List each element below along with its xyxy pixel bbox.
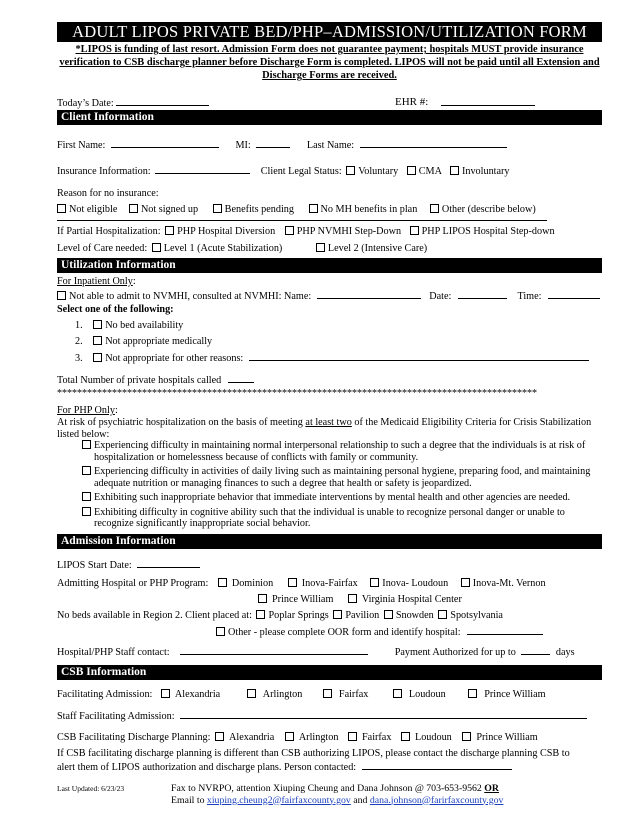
reason-2-number: 2. [75,336,83,347]
dis-alexandria-checkbox[interactable] [215,732,224,741]
php-heading: For PHP Only: [57,405,118,416]
inova-mt-vernon-label: Inova-Mt. Vernon [472,577,546,589]
criterion-1-checkbox[interactable] [82,440,91,449]
reason-other-label: Other (describe below) [441,204,536,215]
csb-section-heading: CSB Information [57,665,602,680]
start-date-field[interactable] [137,558,200,568]
footer [57,783,602,809]
legal-involuntary-checkbox[interactable] [450,166,459,175]
todays-date-field[interactable] [116,96,209,106]
select-one-label: Select one of the following: [57,304,174,315]
dis-prince-william-label: Prince William [476,731,538,743]
partial-label: If Partial Hospitalization: [57,226,161,237]
facilitating-row [57,688,602,701]
snowden-label: Snowden [395,609,434,621]
reason-1-number: 1. [75,320,83,331]
php-nvmhi-label: PHP NVMHI Step-Down [296,226,402,237]
reason-2-row [57,335,602,348]
admitting-label: Admitting Hospital or PHP Program: [57,577,209,589]
fac-prince-william-label: Prince William [484,688,546,700]
risk-pre: At risk of psychiatric hospitalization on the basis of meeting [57,417,306,428]
level-1-label: Level 1 (Acute Stabilization) [163,243,283,254]
reasons-row [57,203,602,216]
level-row [57,242,602,255]
reason-3-row [57,351,602,365]
inpatient-label: For Inpatient Only [57,276,133,287]
discharge-label: CSB Facilitating Discharge Planning: [57,731,211,743]
dis-loudoun-checkbox[interactable] [401,732,410,741]
payment-label: Payment Authorized for up to [394,646,516,658]
reason-3-label: Not appropriate for other reasons: [105,353,244,364]
staff-facilitating-label: Staff Facilitating Admission: [57,710,175,722]
reason-2-checkbox[interactable] [93,336,102,345]
fac-alexandria-label: Alexandria [174,688,221,700]
person-contacted-field[interactable] [362,760,512,770]
criterion-3 [57,492,602,504]
first-name-label: First Name: [57,140,106,151]
csb-note [57,747,589,774]
reason-no-mh-checkbox[interactable] [309,204,318,213]
ehr-label: EHR #: [395,96,429,108]
last-name-field[interactable] [360,138,507,148]
total-hospitals-row [57,373,602,387]
insurance-row [57,164,602,178]
php-lipos-label: PHP LIPOS Hospital Step-down [421,226,555,237]
inova-loudoun-label: Inova- Loudoun [382,577,449,589]
risk-statement [57,417,602,440]
dominion-label: Dominion [231,577,274,589]
facilitating-label: Facilitating Admission: [57,688,153,700]
legal-voluntary-checkbox[interactable] [346,166,355,175]
email-label: Email to [171,794,205,806]
reason-2-label: Not appropriate medically [105,336,213,347]
php-lipos-checkbox[interactable] [410,226,419,235]
fac-alexandria-checkbox[interactable] [161,689,170,698]
risk-post: of the Medicaid Eligibility Criteria for Crisis Stabilization listed below: [57,417,592,440]
ehr-field[interactable] [441,96,535,106]
staff-facilitating-field[interactable] [180,709,587,719]
form-page [57,22,602,809]
fax-text: Fax to NVRPO, attention Xiuping Cheung and Dana Johnson @ 703-653-9562 [171,782,482,794]
inpatient-heading: For Inpatient Only: [57,276,136,287]
or-text: OR [484,782,499,794]
reason-1-checkbox[interactable] [93,320,102,329]
legal-voluntary-label: Voluntary [358,166,399,177]
level-2-label: Level 2 (Intensive Care) [327,243,428,254]
criterion-1-text: Experiencing difficulty in maintaining normal interpersonal relationship to such a degree that the individuals is at risk of hospitalization or homelessness because of conflicts with family or community. [94,440,586,463]
reason-1-row [57,319,602,332]
reason-not-eligible-checkbox[interactable] [57,204,66,213]
other-placement-checkbox[interactable] [216,627,225,636]
criterion-2-text: Experiencing difficulty in activities of daily living such as maintaining personal hygiene, preparing food, and maintaining adequate nutrition or managing finances to such a degree that health or safety is jeopardized. [94,466,591,489]
php-nvmhi-checkbox[interactable] [285,226,294,235]
php-diversion-label: PHP Hospital Diversion [177,226,276,237]
and-text: and [353,794,368,806]
pavilion-label: Pavilion [345,609,380,621]
nvmhi-time-field[interactable] [548,289,600,299]
staff-contact-label: Hospital/PHP Staff contact: [57,646,170,658]
other-hospital-field[interactable] [467,625,543,635]
prince-william-hospital-checkbox[interactable] [258,594,267,603]
vhc-label: Virginia Hospital Center [361,593,462,605]
snowden-checkbox[interactable] [384,610,393,619]
reason-label-row: Reason for no insurance: [57,188,159,199]
level-2-checkbox[interactable] [316,243,325,252]
dis-fairfax-checkbox[interactable] [348,732,357,741]
admitting-row [57,577,602,590]
criterion-4-checkbox[interactable] [82,507,91,516]
criterion-4 [57,507,602,530]
fax-line [171,783,499,795]
fac-prince-william-checkbox[interactable] [468,689,477,698]
discharge-row [57,731,602,744]
separator-stars: ************************************************************************************************ [57,388,537,399]
last-name-label: Last Name: [306,140,355,151]
other-placement-label: Other - please complete OOR form and identify hospital: [228,626,461,638]
dis-arlington-checkbox[interactable] [285,732,294,741]
reason-not-signed-up-checkbox[interactable] [129,204,138,213]
php-diversion-checkbox[interactable] [165,226,174,235]
reason-not-eligible-label: Not eligible [69,204,118,215]
reason-1-label: No bed availability [105,320,184,331]
dis-loudoun-label: Loudoun [414,731,452,743]
prince-william-hospital-label: Prince William [272,593,334,605]
legal-involuntary-label: Involuntary [461,166,510,177]
criterion-3-checkbox[interactable] [82,492,91,501]
admitting-row-2 [57,593,602,606]
reason-not-signed-up-label: Not signed up [140,204,199,215]
reason-benefits-pending-checkbox[interactable] [213,204,222,213]
fac-arlington-checkbox[interactable] [247,689,256,698]
nvmhi-label: Not able to admit to NVMHI, consulted at NVMHI: Name: [69,291,312,302]
pavilion-checkbox[interactable] [333,610,342,619]
legal-cma-checkbox[interactable] [407,166,416,175]
dominion-checkbox[interactable] [218,578,227,587]
reason-3-checkbox[interactable] [93,353,102,362]
reason-no-mh-label: No MH benefits in plan [320,204,418,215]
mi-field[interactable] [256,138,290,148]
email-line [171,795,503,807]
inova-fairfax-checkbox[interactable] [288,578,297,587]
email-link-xiuping[interactable]: xiuping.cheung2@fairfaxcounty.gov [206,794,351,806]
mi-label: MI: [235,140,251,151]
nvmhi-row [57,289,602,303]
fac-loudoun-checkbox[interactable] [393,689,402,698]
criterion-2-checkbox[interactable] [82,466,91,475]
payment-days-field[interactable] [521,645,550,655]
start-date-row [57,558,602,572]
funding-notice: *LIPOS is funding of last resort. Admission Form does not guarantee payment; hospitals MUST provide insurance verification to CSB discharge planner before Discharge Form is completed. LIPOS will not be paid until all Extension and Discharge Forms are received. [59,44,600,81]
name-row [57,138,602,152]
criterion-2 [57,466,602,489]
email-link-dana[interactable]: dana.johnson@farirfaxcounty.gov [369,794,504,806]
criterion-1 [57,440,602,463]
criterion-4-text: Exhibiting difficulty in cognitive ability such that the individual is unable to recognize personal danger or unable to recognize significantly inappropriate social behavior. [94,506,565,529]
start-date-label: LIPOS Start Date: [57,559,132,571]
dis-prince-william-checkbox[interactable] [462,732,471,741]
partial-row [57,225,602,238]
first-name-field[interactable] [111,138,219,148]
other-placement-row [57,625,602,639]
utilization-section-heading: Utilization Information [57,258,602,273]
reason-3-field[interactable] [249,351,589,361]
client-section-heading: Client Information [57,110,602,125]
criterion-3-text: Exhibiting such inappropriate behavior that immediate interventions by mental health and other agencies are needed. [94,492,571,503]
insurance-label: Insurance Information: [57,166,151,177]
csb-note-text: If CSB facilitating discharge planning is different than CSB authorizing LIPOS, please contact the discharge planning CSB to alert them of LIPOS authorization and discharge plans. Person contacted: [57,747,570,773]
insurance-field[interactable] [155,164,250,174]
staff-facilitating-row [57,709,602,723]
nvmhi-date-label: Date: [429,291,452,302]
php-label: For PHP Only [57,405,115,416]
inova-fairfax-label: Inova-Fairfax [301,577,358,589]
reason-other-checkbox[interactable] [430,204,439,213]
fac-fairfax-checkbox[interactable] [323,689,332,698]
risk-at-least: at least two [305,417,352,428]
poplar-springs-checkbox[interactable] [256,610,265,619]
vhc-checkbox[interactable] [348,594,357,603]
dis-alexandria-label: Alexandria [229,731,275,743]
reason-3-number: 3. [75,353,83,364]
nvmhi-checkbox[interactable] [57,291,66,300]
no-beds-label: No beds available in Region 2. Client placed at: [57,609,252,621]
spotsylvania-checkbox[interactable] [438,610,447,619]
nvmhi-date-field[interactable] [458,289,507,299]
legal-status-label: Client Legal Status: [260,166,342,177]
reason-benefits-pending-label: Benefits pending [224,204,294,215]
nvmhi-time-label: Time: [517,291,542,302]
spotsylvania-label: Spotsylvania [450,609,503,621]
legal-cma-label: CMA [418,166,442,177]
header-row [57,96,602,109]
level-label: Level of Care needed: [57,243,148,254]
todays-date-label: Today’s Date: [57,98,114,109]
form-title: ADULT LIPOS PRIVATE BED/PHP–ADMISSION/UTILIZATION FORM [57,22,602,42]
staff-contact-row [57,645,602,659]
no-beds-row [57,609,602,622]
total-hospitals-label: Total Number of private hospitals called [57,375,222,386]
reason-describe-line[interactable] [57,220,547,221]
fac-fairfax-label: Fairfax [338,688,369,700]
nvmhi-name-field[interactable] [317,289,421,299]
fac-arlington-label: Arlington [262,688,303,700]
staff-contact-field[interactable] [180,645,368,655]
admission-section-heading: Admission Information [57,534,602,549]
dis-arlington-label: Arlington [298,731,339,743]
inova-loudoun-checkbox[interactable] [370,578,379,587]
poplar-springs-label: Poplar Springs [268,609,329,621]
last-updated: Last Updated: 6/23/23 [57,783,125,793]
dis-fairfax-label: Fairfax [362,731,392,743]
fac-loudoun-label: Loudoun [408,688,446,700]
inova-mt-vernon-checkbox[interactable] [461,578,470,587]
days-label: days [555,646,575,658]
level-1-checkbox[interactable] [152,243,161,252]
total-hospitals-field[interactable] [228,373,254,383]
